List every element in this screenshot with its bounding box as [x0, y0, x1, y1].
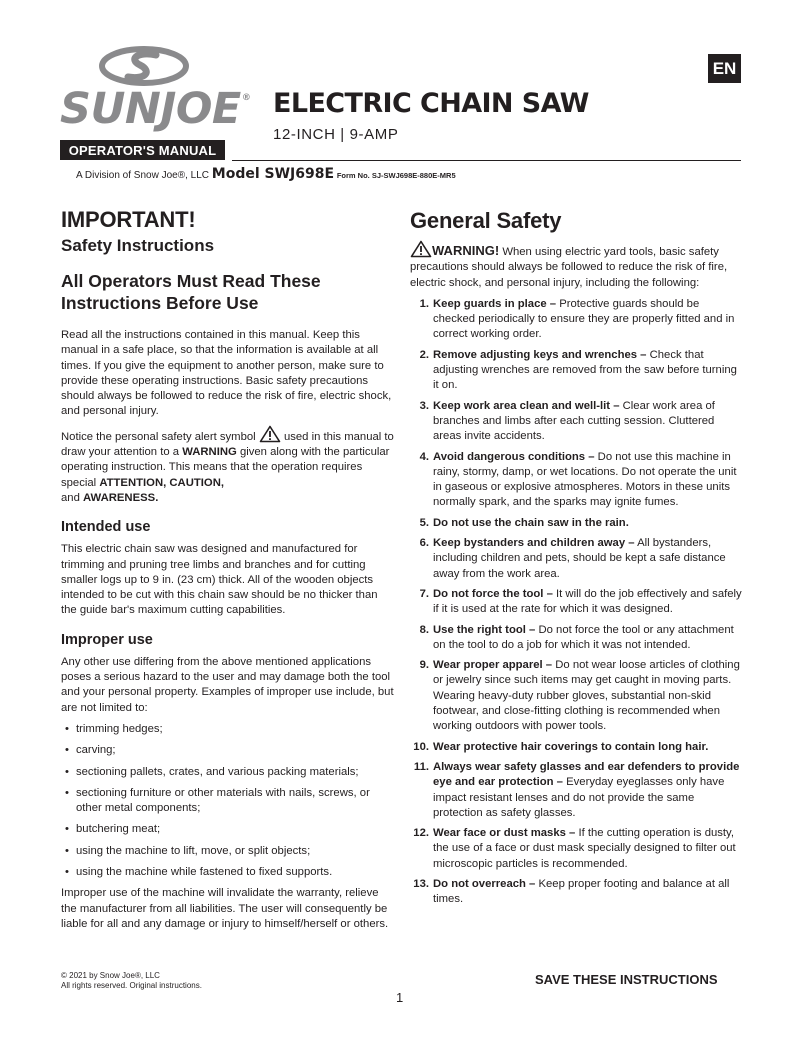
operators-must-read-heading: All Operators Must Read These Instructions Before Use: [61, 271, 321, 313]
list-item: 11. Always wear safety glasses and ear defenders to provide eye and ear protection – Everyday eyeglasses only have impact resistant lenses and do not provide the same protection as safety glasses.: [413, 760, 740, 819]
list-item: • trimming hedges;: [65, 722, 163, 735]
list-item: 1. Keep guards in place – Protective guards should be checked periodically to ensure they are properly fitted and in correct working order.: [419, 297, 735, 341]
header-divider: [232, 160, 741, 161]
safety-alert-icon: [259, 425, 281, 443]
list-item: 4. Avoid dangerous conditions – Do not use this machine in rainy, stormy, damp, or wet locations. Do not operate the unit in gaseous or explosive atmospheres. Motors in these units normally spark, and the sparks may ignite fumes.: [419, 450, 737, 509]
list-item: 13. Do not overreach – Keep proper footing and balance at all times.: [413, 877, 730, 906]
warning-label: WARNING!: [432, 243, 500, 258]
operators-manual-label: OPERATOR'S MANUAL: [60, 140, 225, 160]
division-line: [76, 166, 456, 182]
division-prefix: A Division of Snow Joe®, LLC: [76, 170, 209, 181]
improper-use-text: Any other use differing from the above mentioned applications poses a serious hazard to the user and may damage both the tool and your personal property. Examples of improper use include, but are not limited to:: [61, 655, 394, 714]
improper-use-closing: Improper use of the machine will invalidate the warranty, relieve the manufacturer from all liabilities. The user will consequently be liable for all and any damage or injury to himself/herself or others.: [61, 887, 389, 930]
safety-rules-list: [410, 297, 743, 908]
warning-triangle-icon: [410, 240, 432, 258]
general-safety-heading: General Safety: [410, 208, 562, 233]
list-item: • carving;: [65, 744, 116, 757]
list-item: 2. Remove adjusting keys and wrenches – Check that adjusting wrenches are removed from the saw before turning it on.: [419, 348, 737, 392]
brand-logo: [60, 44, 251, 162]
copyright-notice: © 2021 by Snow Joe®, LLC All rights reserved. Original instructions.: [61, 971, 202, 990]
list-item: • sectioning pallets, crates, and various packing materials;: [65, 765, 359, 778]
list-item: 8. Use the right tool – Do not force the tool or any attachment on the tool to do a job for which it was not intended.: [419, 623, 734, 651]
safety-instructions-heading: Safety Instructions: [61, 236, 215, 255]
page-number: 1: [396, 990, 404, 1005]
notice-paragraph: Notice the personal safety alert symbol used in this manual to draw your attention to a WARNING given along with the particular operating instruction. This means that the operation requires special ATTENTION, CAUTION, and AWARENESS.: [61, 425, 396, 506]
logo-wordmark: SUNJOE®: [60, 84, 251, 134]
list-item: 5. Do not use the chain saw in the rain.: [419, 516, 629, 529]
product-subtitle: 12-INCH | 9-AMP: [273, 126, 399, 143]
form-number: Form No. SJ-SWJ698E-880E-MR5: [336, 171, 456, 180]
warning-text: When using electric yard tools, basic safety precautions should always be followed to reduce the risk of fire, electric shock, and personal injury, including the following:: [410, 246, 728, 289]
list-item: 9. Wear proper apparel – Do not wear loose articles of clothing or jewelry since such items may get caught in moving parts. Wearing heavy-duty rubber gloves, substantial non-skid footwear, and close-fitting clothing is recommended when working outdoors with power tools.: [419, 659, 740, 733]
list-item: 3. Keep work area clean and well-lit – Clear work area of branches and limbs after each cutting session. Cluttered areas invite accidents.: [419, 399, 715, 443]
list-item: • sectioning furniture or other materials with nails, screws, or other metal components;: [65, 786, 370, 815]
list-item: • using the machine while fastened to fixed supports.: [65, 866, 333, 879]
left-column: [61, 207, 396, 937]
list-item: 10. Wear protective hair coverings to contain long hair.: [413, 740, 709, 753]
right-column: [410, 208, 743, 913]
warning-paragraph: [410, 240, 743, 291]
sun-joe-emblem-icon: [98, 46, 190, 86]
improper-use-list: [61, 722, 396, 880]
intro-paragraph: Read all the instructions contained in this manual. Keep this manual in a safe place, so that the information is available at all times. If you give the equipment to another person, make sure to provide these operating instructions. Basic safety precautions should always be followed to reduce the risk of fire, electric shock, and personal injury.: [61, 329, 392, 418]
list-item: • butchering meat;: [65, 823, 161, 836]
language-badge: EN: [708, 54, 741, 83]
intended-use-heading: Intended use: [61, 519, 151, 536]
list-item: 6. Keep bystanders and children away – All bystanders, including children and pets, should be kept a safe distance away from the work area.: [419, 537, 726, 580]
list-item: 12. Wear face or dust masks – If the cutting operation is dusty, the use of a face or dust mask specially designed to filter out microscopic particles is recommended.: [413, 827, 736, 870]
list-item: • using the machine to lift, move, or split objects;: [65, 844, 311, 857]
important-heading: IMPORTANT!: [61, 207, 196, 232]
product-title: ELECTRIC CHAIN SAW: [273, 88, 589, 119]
save-instructions-label: SAVE THESE INSTRUCTIONS: [535, 972, 718, 987]
model-number: Model SWJ698E: [211, 166, 335, 182]
improper-use-heading: Improper use: [61, 631, 153, 648]
list-item: 7. Do not force the tool – It will do the job effectively and safely if it is used at the rate for which it was designed.: [419, 587, 742, 616]
intended-use-text: This electric chain saw was designed and manufactured for trimming and pruning tree limbs and branches and for cutting smaller logs up to 9 in. (23 cm) thick. All of the wooden objects intended to be cut with this chain saw should be no thicker than the guide bar's maximum cutting capabilities.: [61, 543, 378, 617]
